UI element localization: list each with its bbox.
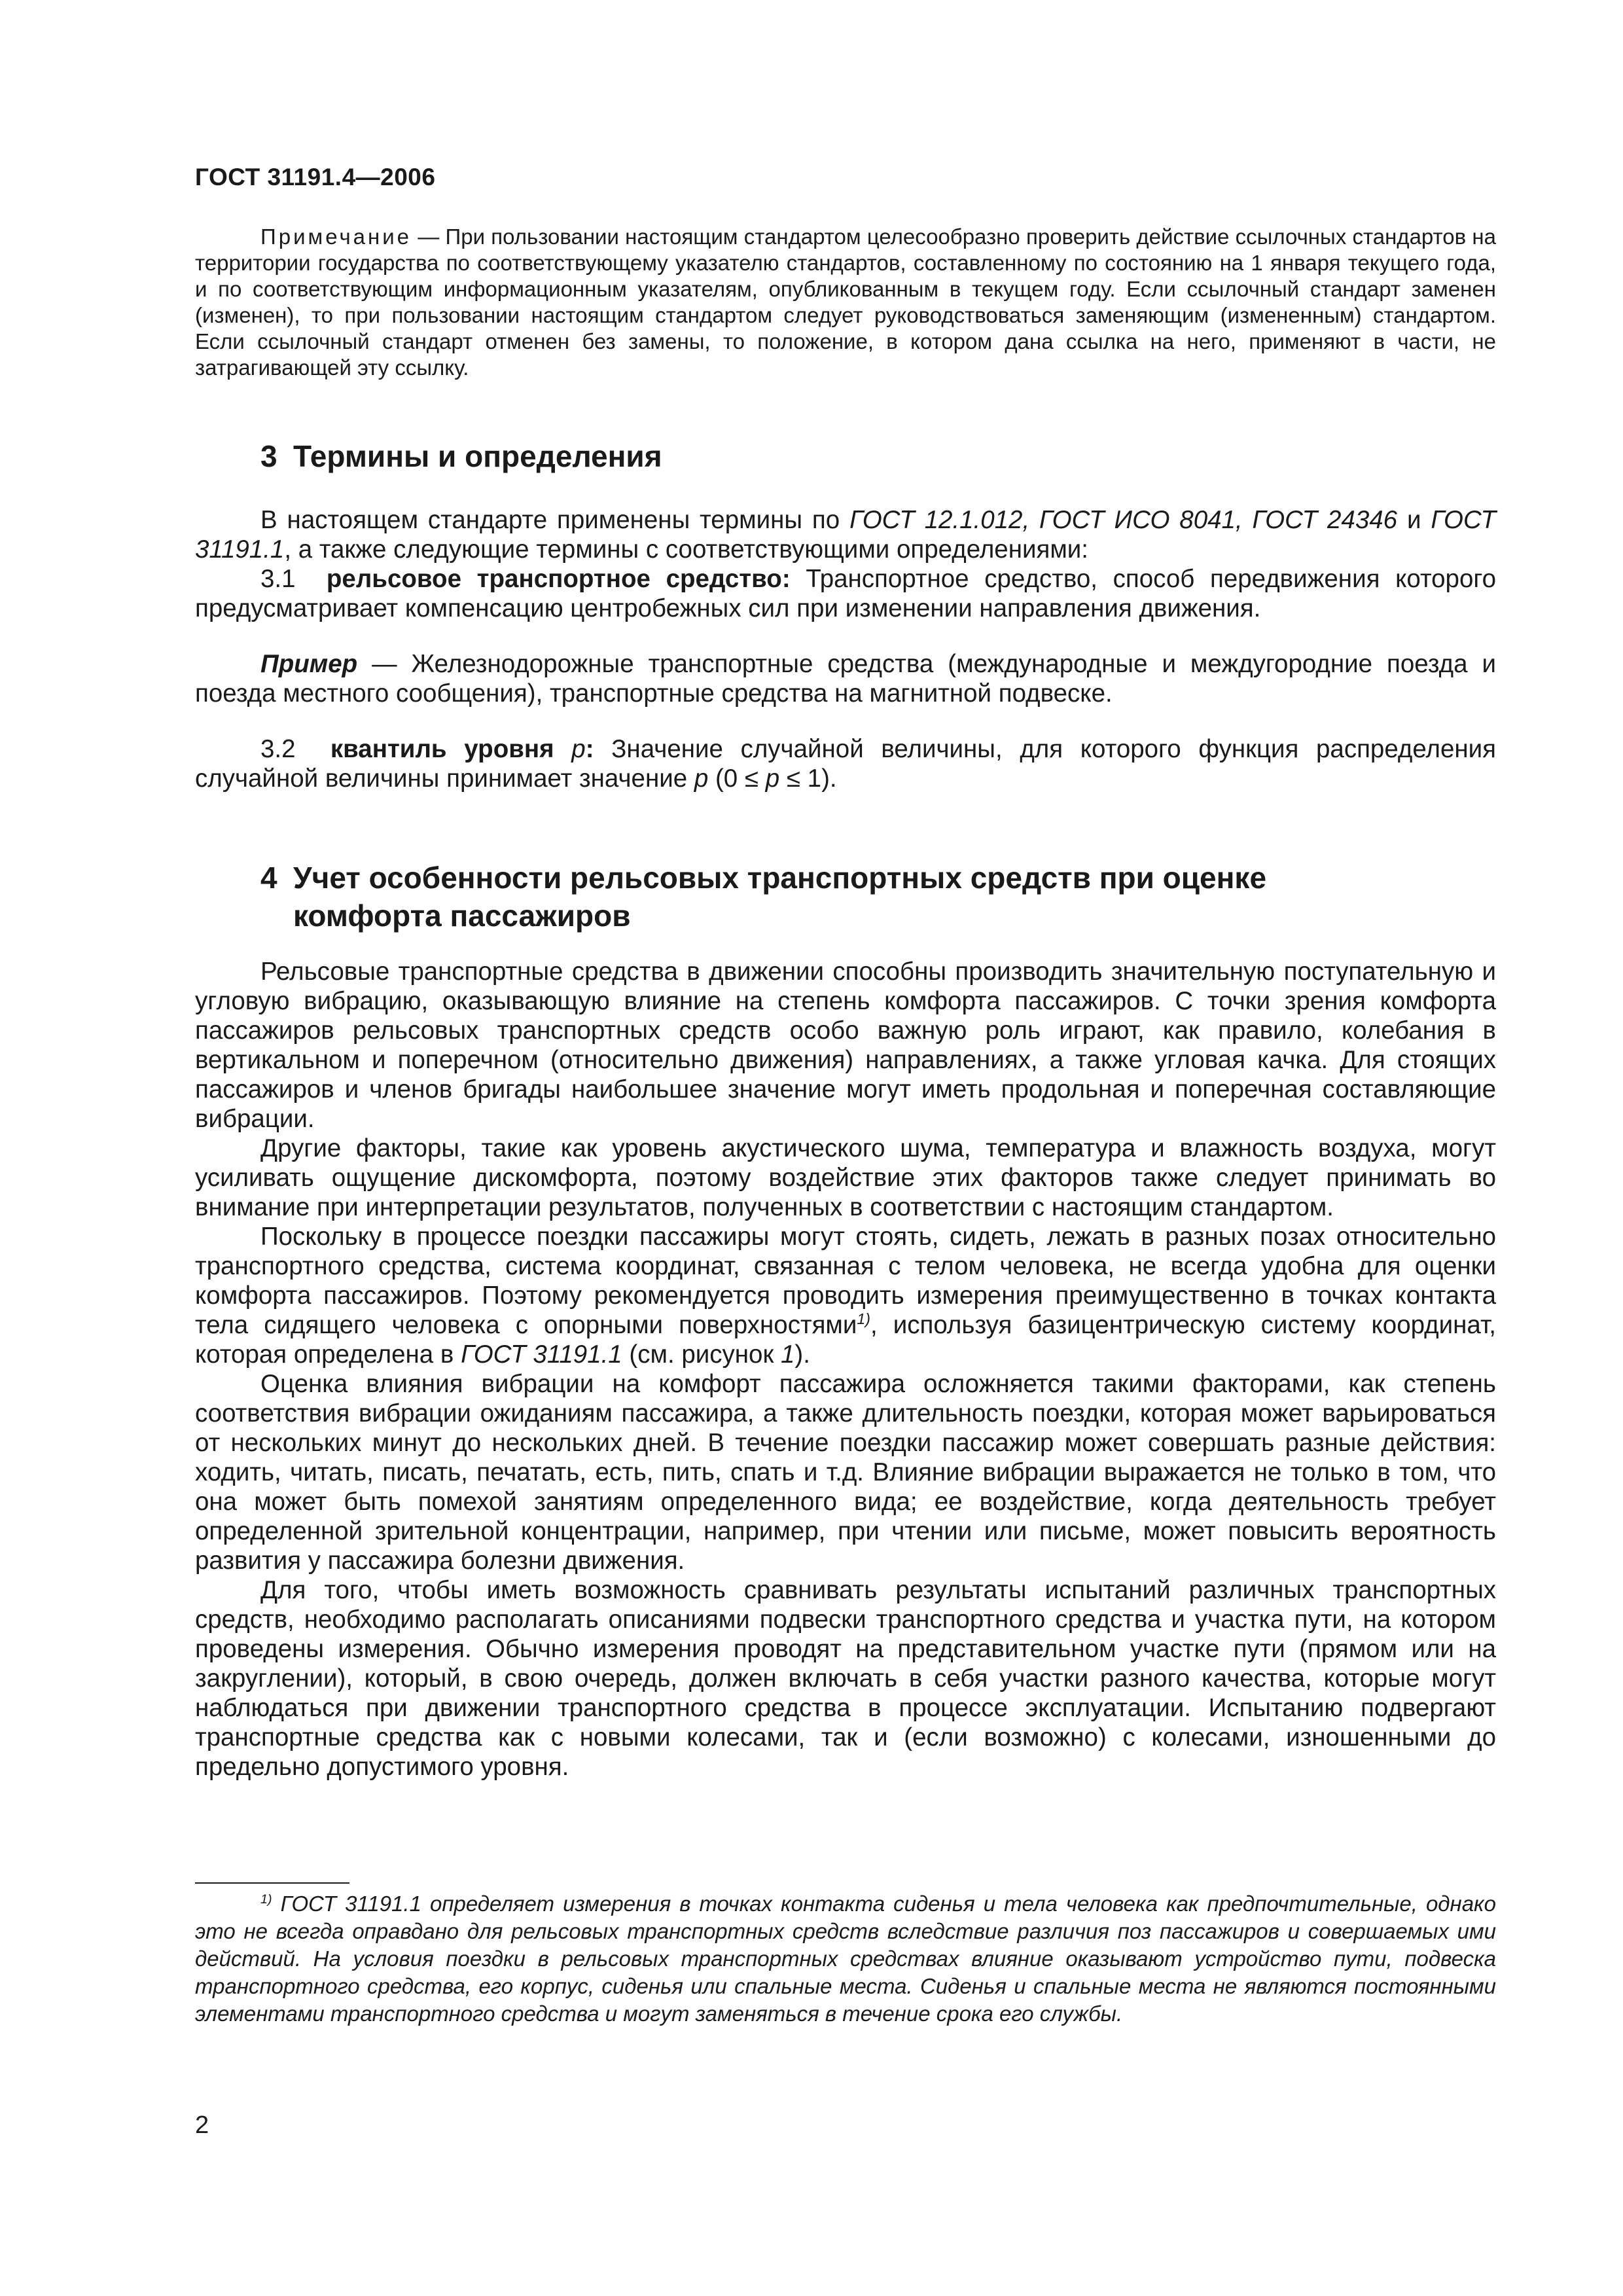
section-title-line-2: комфорта пассажиров <box>293 899 631 933</box>
term-definition: ≤ 1). <box>779 764 837 793</box>
term-definition: Транспортное средство, способ передвижения которого предусматривает компенсацию центробежных сил при изменении направления движения. <box>195 565 1496 622</box>
term-name: рельсовое транспортное средство: <box>326 565 791 593</box>
term-number: 3.2 <box>260 735 296 763</box>
note-paragraph <box>195 224 1496 381</box>
terms-intro-paragraph <box>195 505 1496 564</box>
section-3-heading <box>195 437 1496 475</box>
note-label: Примечание <box>260 224 412 249</box>
intro-text: В настоящем стандарте применены термины по <box>260 506 850 534</box>
example-paragraph <box>195 649 1496 708</box>
paragraph-text: , используя базицентрическую систему координат, которая определена в <box>195 1311 1497 1369</box>
body-paragraph: Оценка влияния вибрации на комфорт пассажира осложняется такими факторами, как степень соответствия вибрации ожиданиям пассажира, а также длительность поездки, которая может варьироваться от нескольких минут до нескольких дней. В течение поездки пассажир может совершать разные действия: ходить, читать, писать, печатать, есть, пить, спать и т.д. Влияние вибрации выражается не только в том, что она может быть помехой занятиям определенного вида; ее воздействие, когда деятельность требует определенной зрительной концентрации, например, при чтении или письме, может повысить вероятность развития у пассажира болезни движения. <box>195 1370 1496 1575</box>
term-variable: p <box>571 735 586 763</box>
section-number: 4 <box>260 861 277 895</box>
footnote-divider <box>195 1882 349 1884</box>
body-paragraph: Другие факторы, такие как уровень акустического шума, температура и влажность воздуха, могут усиливать ощущение дискомфорта, поэтому воздействие этих факторов также следует принимать во внимание при интерпретации результатов, полученных в соответствии с настоящим стандартом. <box>195 1134 1496 1221</box>
intro-text: , а также следующие термины с соответствующими определениями: <box>284 535 1088 564</box>
term-number: 3.1 <box>260 565 296 593</box>
body-paragraph: Для того, чтобы иметь возможность сравнивать результаты испытаний различных транспортных средств, необходимо располагать описаниями подвески транспортного средства и участка пути, на котором проведены измерения. Обычно измерения проводят на представительном участке пути (прямом или на закруглении), который, в свою очередь, должен включать в себя участки разного качества, которые могут наблюдаться при движении транспортного средства в процессе эксплуатации. Испытанию подвергают транспортные средства как с новыми колесами, так и (если возможно) с колесами, изношенными до предельно допустимого уровня. <box>195 1576 1496 1781</box>
term-definition: Значение случайной величины, для которого функция распределения случайной величины принимает значение <box>195 735 1496 793</box>
note-text: — При пользовании настоящим стандартом целесообразно проверить действие ссылочных стандартов на территории государства по соответствующему указателю стандартов, составленному по состоянию на 1 января текущего года, и по соответствующим информационным указателям, опубликованным в текущем году. Если ссылочный стандарт заменен (изменен), то при пользовании настоящим стандартом следует руководствоваться заменяющим (измененным) стандартом. Если ссылочный стандарт отменен без замены, то положение, в котором дана ссылка на него, применяют в части, не затрагивающей эту ссылку. <box>195 224 1496 380</box>
paragraph-text: ). <box>794 1340 810 1369</box>
section-number: 3 <box>260 439 277 473</box>
term-3-2-paragraph <box>195 734 1496 793</box>
page-number: 2 <box>195 2111 209 2139</box>
term-name: квантиль уровня <box>330 735 572 763</box>
section-3-body <box>195 505 1496 793</box>
figure-reference: 1 <box>781 1340 795 1369</box>
paragraph-text: Поскольку в процессе поездки пассажиры могут стоять, сидеть, лежать в разных позах относительно транспортного средства, система координат, связанная с телом человека, не всегда удобна для оценки комфорта пассажиров. Поэтому рекомендуется проводить измерения преимущественно в точках контакта тела сидящего человека с опорными поверхностями <box>195 1223 1496 1339</box>
standards-reference: ГОСТ 31191.1 <box>461 1340 622 1369</box>
body-paragraph <box>195 1222 1496 1369</box>
footnote-reference[interactable]: 1) <box>857 1310 870 1328</box>
standards-reference: ГОСТ 12.1.012, ГОСТ ИСО 8041, ГОСТ 24346 <box>849 506 1398 534</box>
paragraph-text: (см. рисунок <box>622 1340 781 1369</box>
term-variable: p <box>694 764 709 793</box>
section-4-heading-block <box>195 859 1496 935</box>
section-title: Термины и определения <box>293 439 662 473</box>
document-header: ГОСТ 31191.4—2006 <box>195 164 436 190</box>
footnote <box>195 1890 1496 2028</box>
section-4-heading <box>195 859 1496 935</box>
term-definition: (0 ≤ <box>708 764 766 793</box>
term-3-1-paragraph <box>195 564 1496 623</box>
intro-text: и <box>1397 506 1431 534</box>
term-variable: p <box>765 764 780 793</box>
footnote-mark: 1) <box>260 1892 272 1907</box>
footnote-text: ГОСТ 31191.1 определяет измерения в точках контакта сиденья и тела человека как предпочтительные, однако это не всегда оправдано для рельсовых транспортных средств вследствие различия поз пассажиров и совершаемых ими действий. На условия поездки в рельсовых транспортных средствах влияние оказывают устройство пути, подвеска транспортного средства, его корпус, сиденья или спальные места. Сиденья и спальные места не являются постоянными элементами транспортного средства и могут заменяться в течение срока его службы. <box>195 1892 1496 2026</box>
body-paragraph: Рельсовые транспортные средства в движении способны производить значительную поступательную и угловую вибрацию, оказывающую влияние на степень комфорта пассажиров. С точки зрения комфорта пассажиров рельсовых транспортных средств особо важную роль играют, как правило, колебания в вертикальном и поперечном (относительно движения) направлениях, а также угловая качка. Для стоящих пассажиров и членов бригады наибольшее значение могут иметь продольная и поперечная составляющие вибрации. <box>195 958 1496 1133</box>
section-4-body <box>195 957 1496 1782</box>
example-label: Пример <box>260 650 358 678</box>
section-3-heading-block <box>195 437 1496 475</box>
section-title-line-1: Учет особенности рельсовых транспортных средств при оценке <box>293 861 1267 895</box>
term-colon: : <box>585 735 594 763</box>
note-block <box>195 224 1496 381</box>
example-text: — Железнодорожные транспортные средства (международные и междугородние поезда и поезда местного сообщения), транспортные средства на магнитной подвеске. <box>195 650 1496 708</box>
standards-reference: ГОСТ 31191.1 <box>195 506 1497 564</box>
